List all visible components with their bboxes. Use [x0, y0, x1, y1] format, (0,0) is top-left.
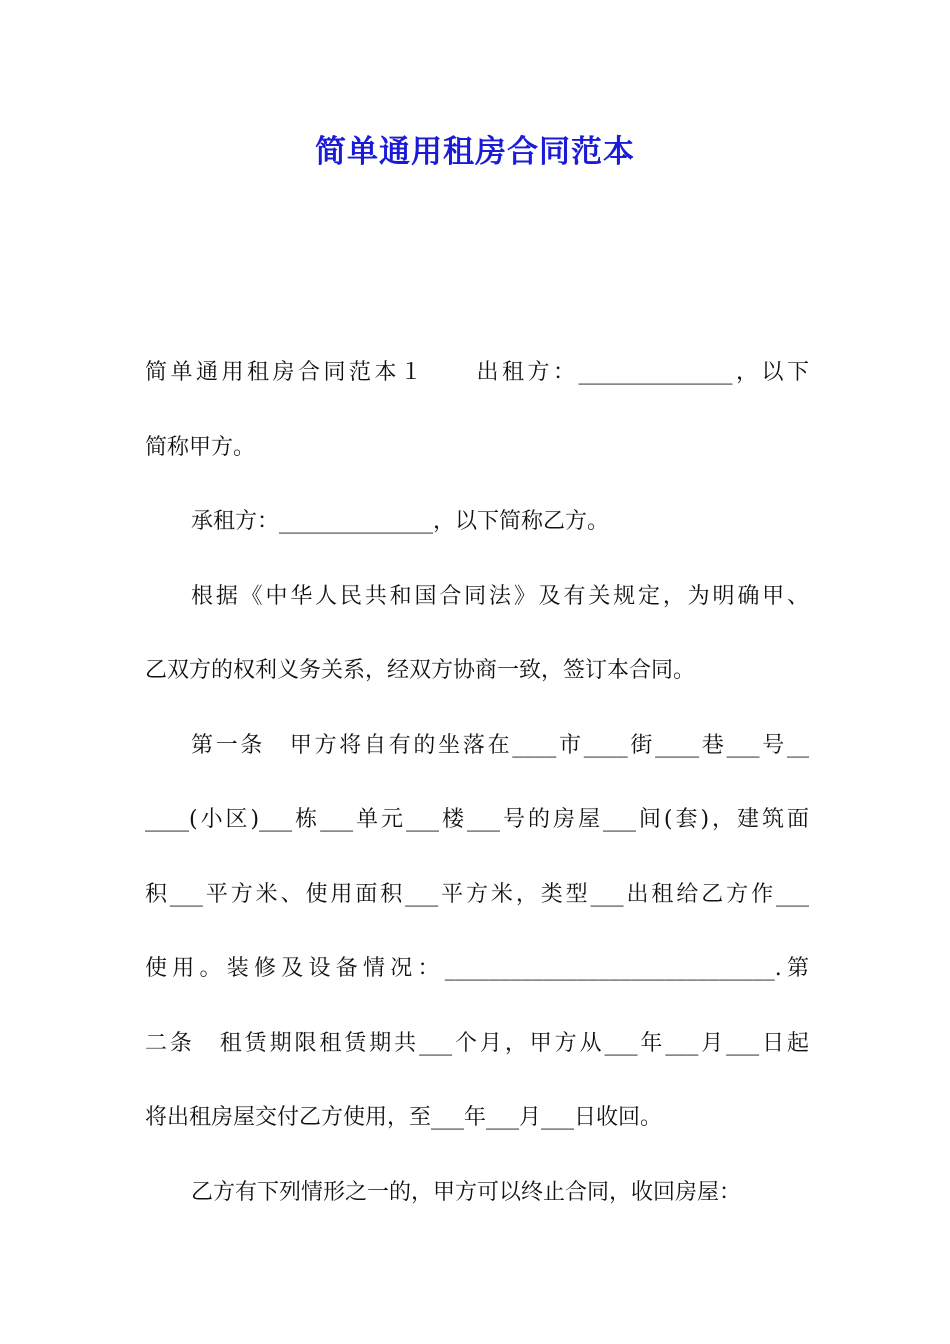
paragraph-line: ____(小区)___栋___单元___楼___号的房屋___间(套)，建筑面 — [145, 807, 809, 832]
document-body — [145, 336, 809, 1230]
paragraph-line: 简称甲方。 — [145, 434, 256, 460]
paragraph-line: 简单通用租房合同范本１ 出租方：______________，以下 — [145, 360, 809, 385]
document-title: 简单通用租房合同范本 — [315, 134, 635, 170]
paragraph-line: 二条 租赁期限租赁期共___个月，甲方从___年___月___日起 — [145, 1030, 809, 1056]
paragraph-line: 第一条 甲方将自有的坐落在____市____街____巷___号__ — [191, 732, 809, 758]
paragraph-line: 积___平方米、使用面积___平方米，类型___出租给乙方作___ — [145, 881, 809, 907]
paragraph-line: 根据《中华人民共和国合同法》及有关规定，为明确甲、 — [191, 583, 809, 609]
paragraph-line: 乙方有下列情形之一的，甲方可以终止合同，收回房屋： — [191, 1179, 742, 1205]
paragraph-line: 将出租房屋交付乙方使用，至___年___月___日收回。 — [145, 1105, 663, 1130]
paragraph-line: 承租方：______________，以下简称乙方。 — [191, 509, 610, 534]
paragraph-line: 乙双方的权利义务关系，经双方协商一致，签订本合同。 — [145, 658, 696, 683]
paragraph-line: 使用。装修及设备情况：______________________________.第 — [145, 956, 809, 981]
